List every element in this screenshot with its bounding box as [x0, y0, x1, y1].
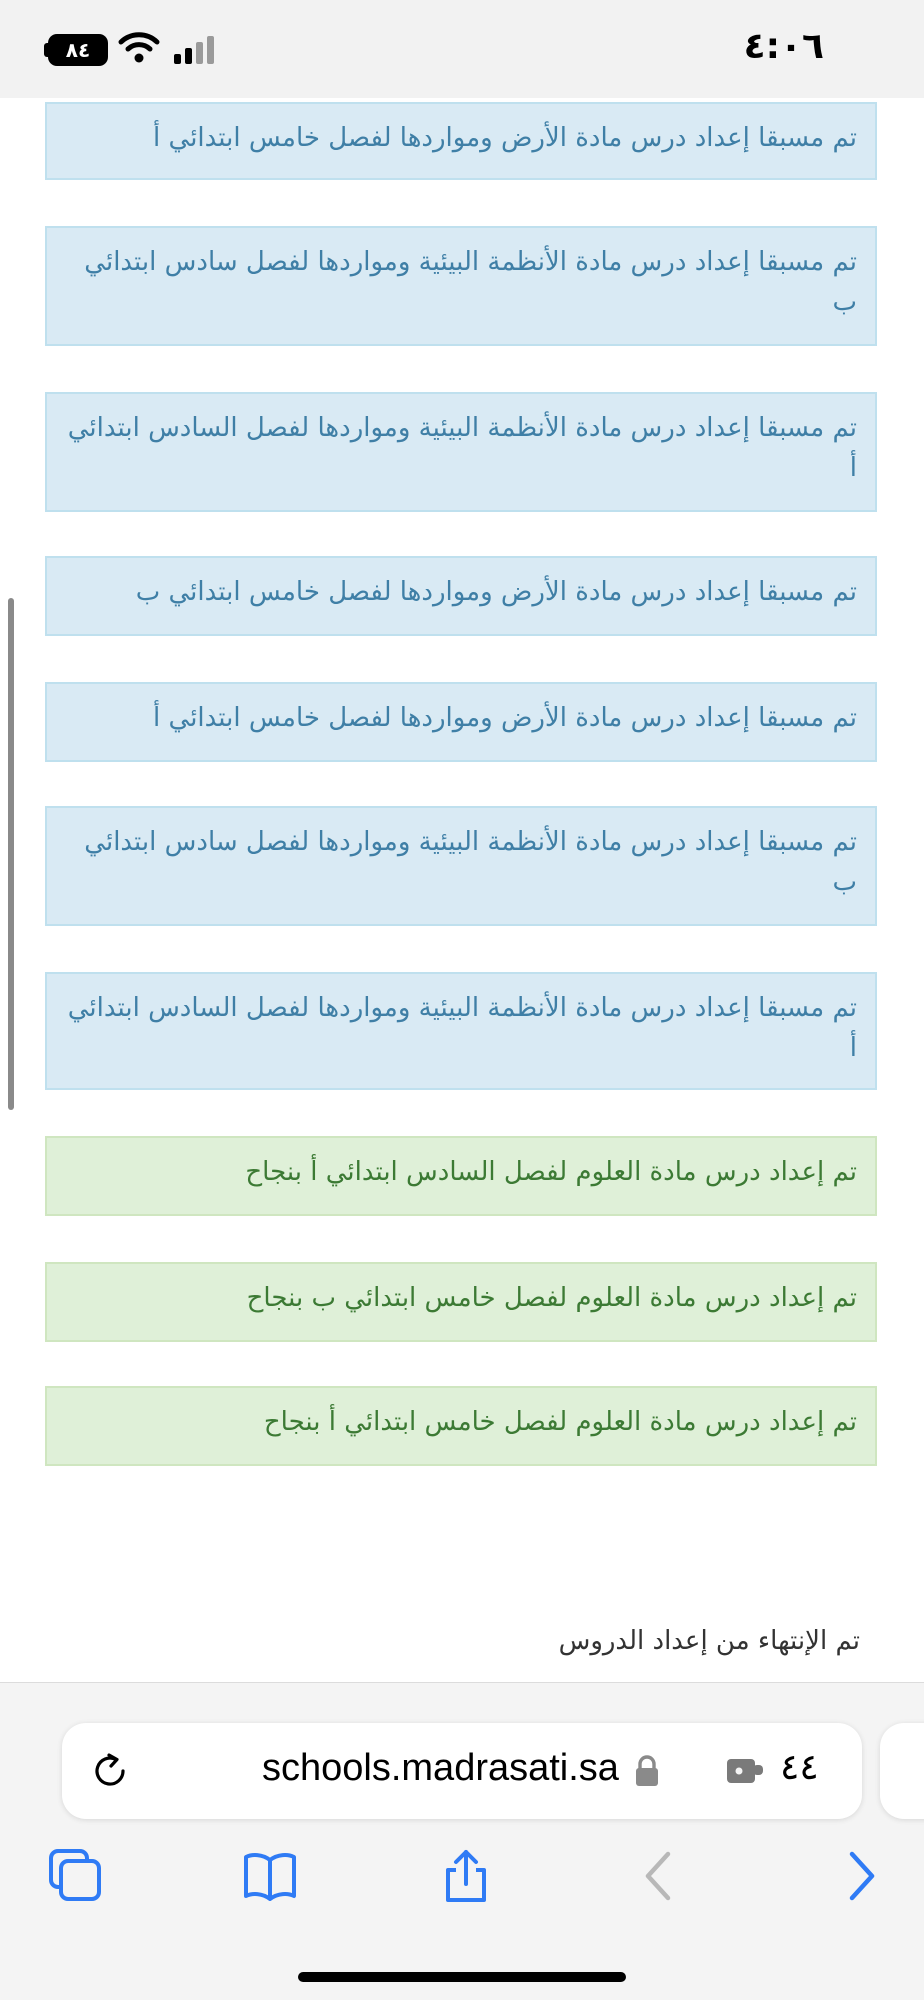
- alert-info: تم مسبقا إعداد درس مادة الأرض ومواردها لفصل خامس ابتدائي ب: [45, 556, 877, 636]
- bookmarks-icon[interactable]: [242, 1848, 298, 1904]
- reload-icon[interactable]: [90, 1751, 130, 1791]
- completion-message: تم الإنتهاء من إعداد الدروس: [558, 1626, 860, 1656]
- alert-success: تم إعداد درس مادة العلوم لفصل السادس ابتدائي أ بنجاح: [45, 1136, 877, 1216]
- alert-info: تم مسبقا إعداد درس مادة الأرض ومواردها لفصل خامس ابتدائي أ: [45, 682, 877, 762]
- alert-info: تم مسبقا إعداد درس مادة الأرض ومواردها لفصل خامس ابتدائي أ: [45, 102, 877, 180]
- battery-indicator: ٨٤: [48, 34, 108, 66]
- page-content: [0, 98, 924, 1682]
- forward-icon[interactable]: [832, 1848, 888, 1904]
- alert-info: تم مسبقا إعداد درس مادة الأنظمة البيئية ومواردها لفصل سادس ابتدائي ب: [45, 806, 877, 926]
- alert-info: تم مسبقا إعداد درس مادة الأنظمة البيئية ومواردها لفصل سادس ابتدائي ب: [45, 226, 877, 346]
- extension-count[interactable]: ٤٤: [780, 1747, 819, 1788]
- scroll-indicator[interactable]: [8, 598, 14, 1110]
- browser-bottom-bar: [0, 1682, 924, 2000]
- home-indicator: [298, 1972, 626, 1982]
- url-text[interactable]: schools.madrasati.sa: [262, 1747, 619, 1789]
- address-bar[interactable]: [62, 1723, 862, 1819]
- wifi-icon: [118, 30, 160, 64]
- alert-info: تم مسبقا إعداد درس مادة الأنظمة البيئية ومواردها لفصل السادس ابتدائي أ: [45, 392, 877, 512]
- alert-success: تم إعداد درس مادة العلوم لفصل خامس ابتدائي ب بنجاح: [45, 1262, 877, 1342]
- extension-icon[interactable]: [726, 1755, 764, 1785]
- status-bar: [0, 0, 924, 98]
- signal-icon: [172, 36, 216, 66]
- lock-icon: [634, 1755, 660, 1787]
- tabs-icon[interactable]: [48, 1848, 104, 1904]
- alert-success: تم إعداد درس مادة العلوم لفصل خامس ابتدائي أ بنجاح: [45, 1386, 877, 1466]
- alert-info: تم مسبقا إعداد درس مادة الأنظمة البيئية ومواردها لفصل السادس ابتدائي أ: [45, 972, 877, 1090]
- share-icon[interactable]: [438, 1848, 494, 1904]
- status-time: ٤:٠٦: [743, 26, 824, 67]
- next-tab-peek[interactable]: [880, 1723, 924, 1819]
- back-icon[interactable]: [632, 1848, 688, 1904]
